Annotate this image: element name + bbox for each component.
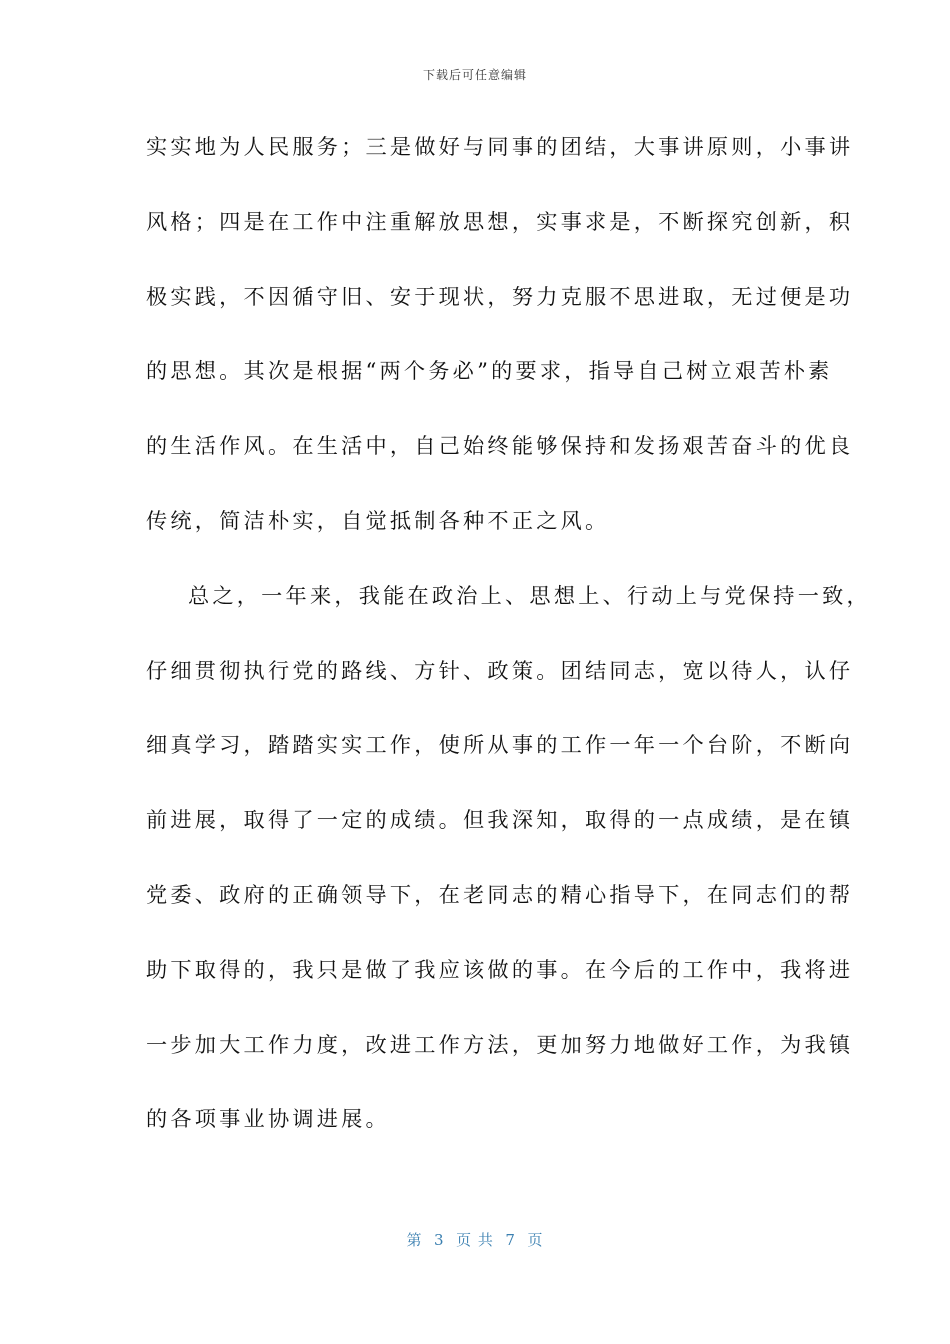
text-line: 极实践，不因循守旧、安于现状，努力克服不思进取，无过便是功 [146,283,854,309]
document-body [146,127,871,1174]
text-line: 细真学习，踏踏实实工作，使所从事的工作一年一个台阶，不断向 [146,732,854,758]
text-line: 的各项事业协调进展。 [146,1106,390,1132]
text-line: 一步加大工作力度，改进工作方法，更加努力地做好工作，为我镇 [146,1031,854,1057]
page-header: 下载后可任意编辑 [422,68,527,82]
text-line: 的思想。其次是根据“两个务必”的要求，指导自己树立艰苦朴素 [146,358,833,384]
text-line: 党委、政府的正确领导下，在老同志的精心指导下，在同志们的帮 [146,881,854,907]
text-line: 仔细贯彻执行党的路线、方针、政策。团结同志，宽以待人，认仔 [146,657,854,683]
paragraph-start-line: 总之，一年来，我能在政治上、思想上、行动上与党保持一致， [188,582,871,608]
text-line: 的生活作风。在生活中，自己始终能够保持和发扬艰苦奋斗的优良 [146,433,854,459]
page-number-footer: 第 3 页 共 7 页 [406,1231,544,1249]
text-line: 前进展，取得了一定的成绩。但我深知，取得的一点成绩，是在镇 [146,807,854,833]
text-line: 实实地为人民服务；三是做好与同事的团结，大事讲原则，小事讲 [146,134,854,159]
text-line: 风格；四是在工作中注重解放思想，实事求是，不断探究创新，积 [146,208,854,234]
text-line: 助下取得的，我只是做了我应该做的事。在今后的工作中，我将进 [146,956,854,982]
text-line: 传统，简洁朴实，自觉抵制各种不正之风。 [146,507,610,533]
